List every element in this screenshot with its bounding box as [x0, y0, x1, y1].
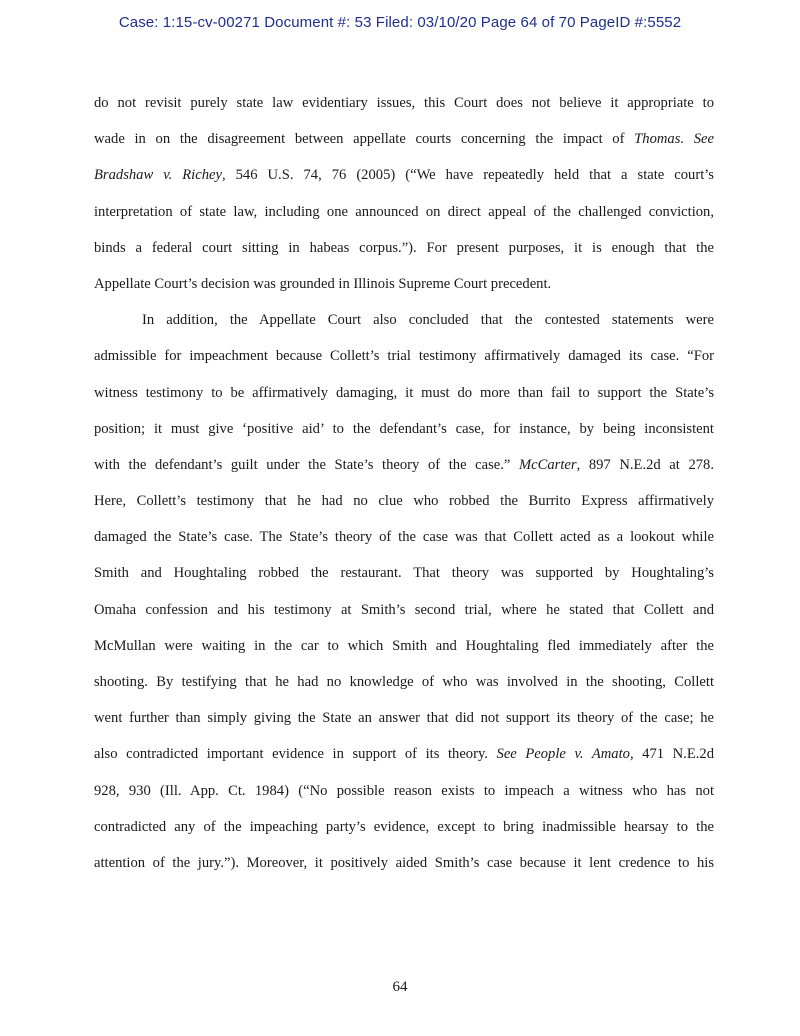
- text-line: [94, 94, 714, 130]
- text-run: binds a federal court sitting in habeas corpus.”). For present purposes, it is enough that the: [94, 239, 714, 256]
- text-line: [94, 492, 714, 528]
- text-run: McMullan were waiting in the car to which Smith and Houghtaling fled immediately after the: [94, 637, 714, 654]
- text-line: [94, 275, 714, 311]
- body-text: [94, 94, 714, 890]
- text-line: [94, 347, 714, 383]
- text-run: witness testimony to be affirmatively damaging, it must do more than fail to support the State’s: [94, 384, 714, 401]
- text-run: with the defendant’s guilt under the State’s theory of the case.”: [94, 456, 520, 473]
- paragraph-2: [94, 311, 714, 890]
- text-line: [94, 166, 714, 202]
- paragraph-1: [94, 94, 714, 311]
- text-line: [94, 239, 714, 275]
- text-run: , 546 U.S. 74, 76 (2005) (“We have repeatedly held that a state court’s: [221, 167, 714, 184]
- text-run: do not revisit purely state law evidentiary issues, this Court does not believe it appropriate to: [94, 95, 714, 111]
- text-run: interpretation of state law, including one announced on direct appeal of the challenged conviction,: [94, 203, 714, 220]
- text-run: went further than simply giving the State an answer that did not support its theory of the case; he: [94, 710, 714, 727]
- text-run: Omaha confession and his testimony at Smith’s second trial, where he stated that Collett and: [94, 601, 714, 618]
- text-line: [94, 782, 714, 818]
- italic-citation: McCarter: [519, 456, 577, 473]
- text-line: [94, 203, 714, 239]
- text-run: also contradicted important evidence in support of its theory.: [94, 746, 497, 763]
- text-line: [94, 564, 714, 600]
- text-run: Appellate Court’s decision was grounded in Illinois Supreme Court precedent.: [94, 275, 552, 292]
- text-run: , 897 N.E.2d at 278.: [576, 456, 714, 473]
- text-line: [94, 528, 714, 564]
- page-number: 64: [392, 979, 408, 995]
- text-run: In addition, the Appellate Court also concluded that the contested statements were: [142, 312, 714, 329]
- text-run: attention of the jury.”). Moreover, it positively aided Smith’s case because it lent credence to his: [94, 854, 714, 871]
- text-run: Smith and Houghtaling robbed the restaurant. That theory was supported by Houghtaling’s: [94, 565, 714, 582]
- text-line: [94, 854, 714, 890]
- text-line: [94, 673, 714, 709]
- text-line: [94, 709, 714, 745]
- italic-citation: Bradshaw v. Richey: [94, 167, 222, 184]
- case-header: Case: 1:15-cv-00271 Document #: 53 Filed: 03/10/20 Page 64 of 70 PageID #:5552: [118, 14, 682, 31]
- text-line: [94, 601, 714, 637]
- text-run: contradicted any of the impeaching party’s evidence, except to bring inadmissible hearsay to the: [94, 818, 714, 835]
- italic-citation: Thomas. See: [634, 131, 714, 148]
- text-run: 928, 930 (Ill. App. Ct. 1984) (“No possible reason exists to impeach a witness who has not: [94, 782, 714, 799]
- text-line: [94, 130, 714, 166]
- text-line: [94, 637, 714, 673]
- text-line: [94, 420, 714, 456]
- text-run: position; it must give ‘positive aid’ to the defendant’s case, for instance, by being inconsistent: [94, 420, 714, 437]
- text-line: [94, 456, 714, 492]
- text-run: shooting. By testifying that he had no knowledge of who was involved in the shooting, Collett: [94, 674, 714, 690]
- text-run: wade in on the disagreement between appellate courts concerning the impact of: [94, 131, 635, 148]
- text-run: admissible for impeachment because Collett’s trial testimony affirmatively damaged its case. “For: [94, 348, 714, 365]
- text-line: [94, 311, 714, 347]
- text-run: damaged the State’s case. The State’s theory of the case was that Collett acted as a lookout while: [94, 529, 714, 546]
- text-line: [94, 818, 714, 854]
- text-run: Here, Collett’s testimony that he had no clue who robbed the Burrito Express affirmatively: [94, 493, 714, 510]
- italic-citation: See People v. Amato: [496, 746, 630, 763]
- text-line: [94, 745, 714, 781]
- text-line: [94, 384, 714, 420]
- text-run: , 471 N.E.2d: [629, 746, 714, 763]
